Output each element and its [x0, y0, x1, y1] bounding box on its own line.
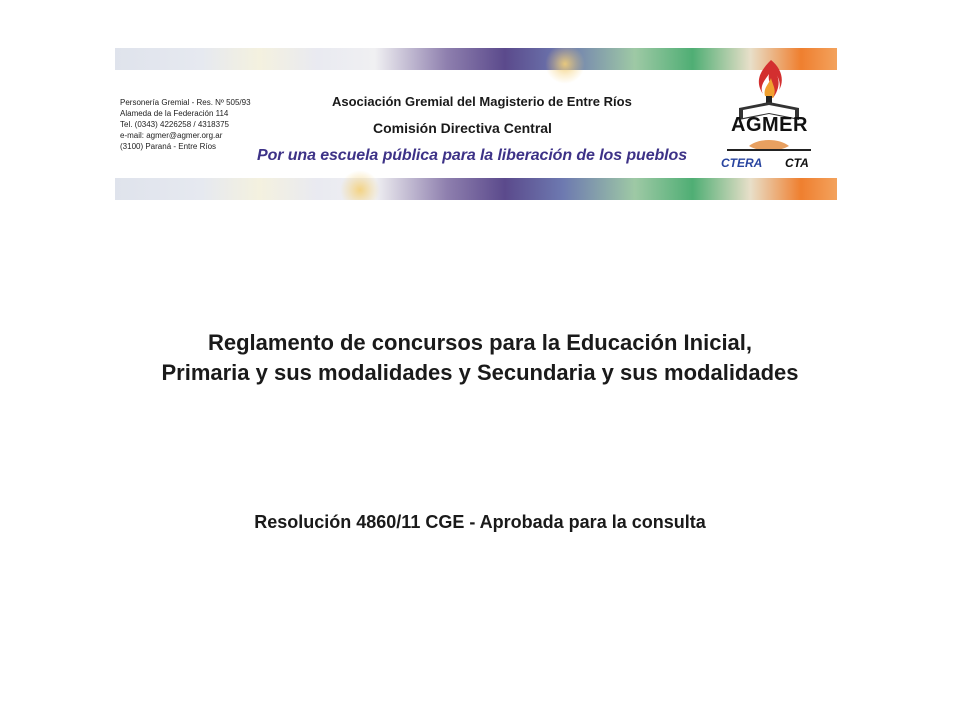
title-line: Reglamento de concursos para la Educación Inicial, — [207, 330, 753, 355]
sun-decoration-icon — [340, 170, 380, 200]
banner-bottom-stripe — [115, 178, 837, 200]
logo-wordmark: AGMER — [731, 114, 808, 136]
page-subtitle: Resolución 4860/11 CGE - Aprobada para la consulta — [254, 512, 706, 532]
page-title — [60, 328, 900, 388]
association-name: Asociación Gremial del Magisterio de Entre Ríos — [332, 94, 632, 109]
address-line: (3100) Paraná - Entre Ríos — [120, 142, 217, 151]
motto: Por una escuela pública para la liberación de los pueblos — [257, 147, 687, 164]
address-line: e-mail: agmer@agmer.org.ar — [120, 131, 223, 140]
address-line: Tel. (0343) 4226258 / 4318375 — [120, 120, 229, 129]
address-block — [120, 97, 260, 152]
cta-label: CTA — [785, 156, 809, 170]
sun-decoration-icon — [545, 48, 585, 84]
title-line: Primaria y sus modalidades y Secundaria y sus modalidades — [161, 360, 799, 385]
ctera-label: CTERA — [721, 156, 763, 170]
header-banner — [115, 48, 837, 200]
address-line: Personería Gremial - Res. Nº 505/93 — [120, 98, 251, 107]
commission-name: Comisión Directiva Central — [373, 120, 552, 136]
address-line: Alameda de la Federación 114 — [120, 109, 229, 118]
